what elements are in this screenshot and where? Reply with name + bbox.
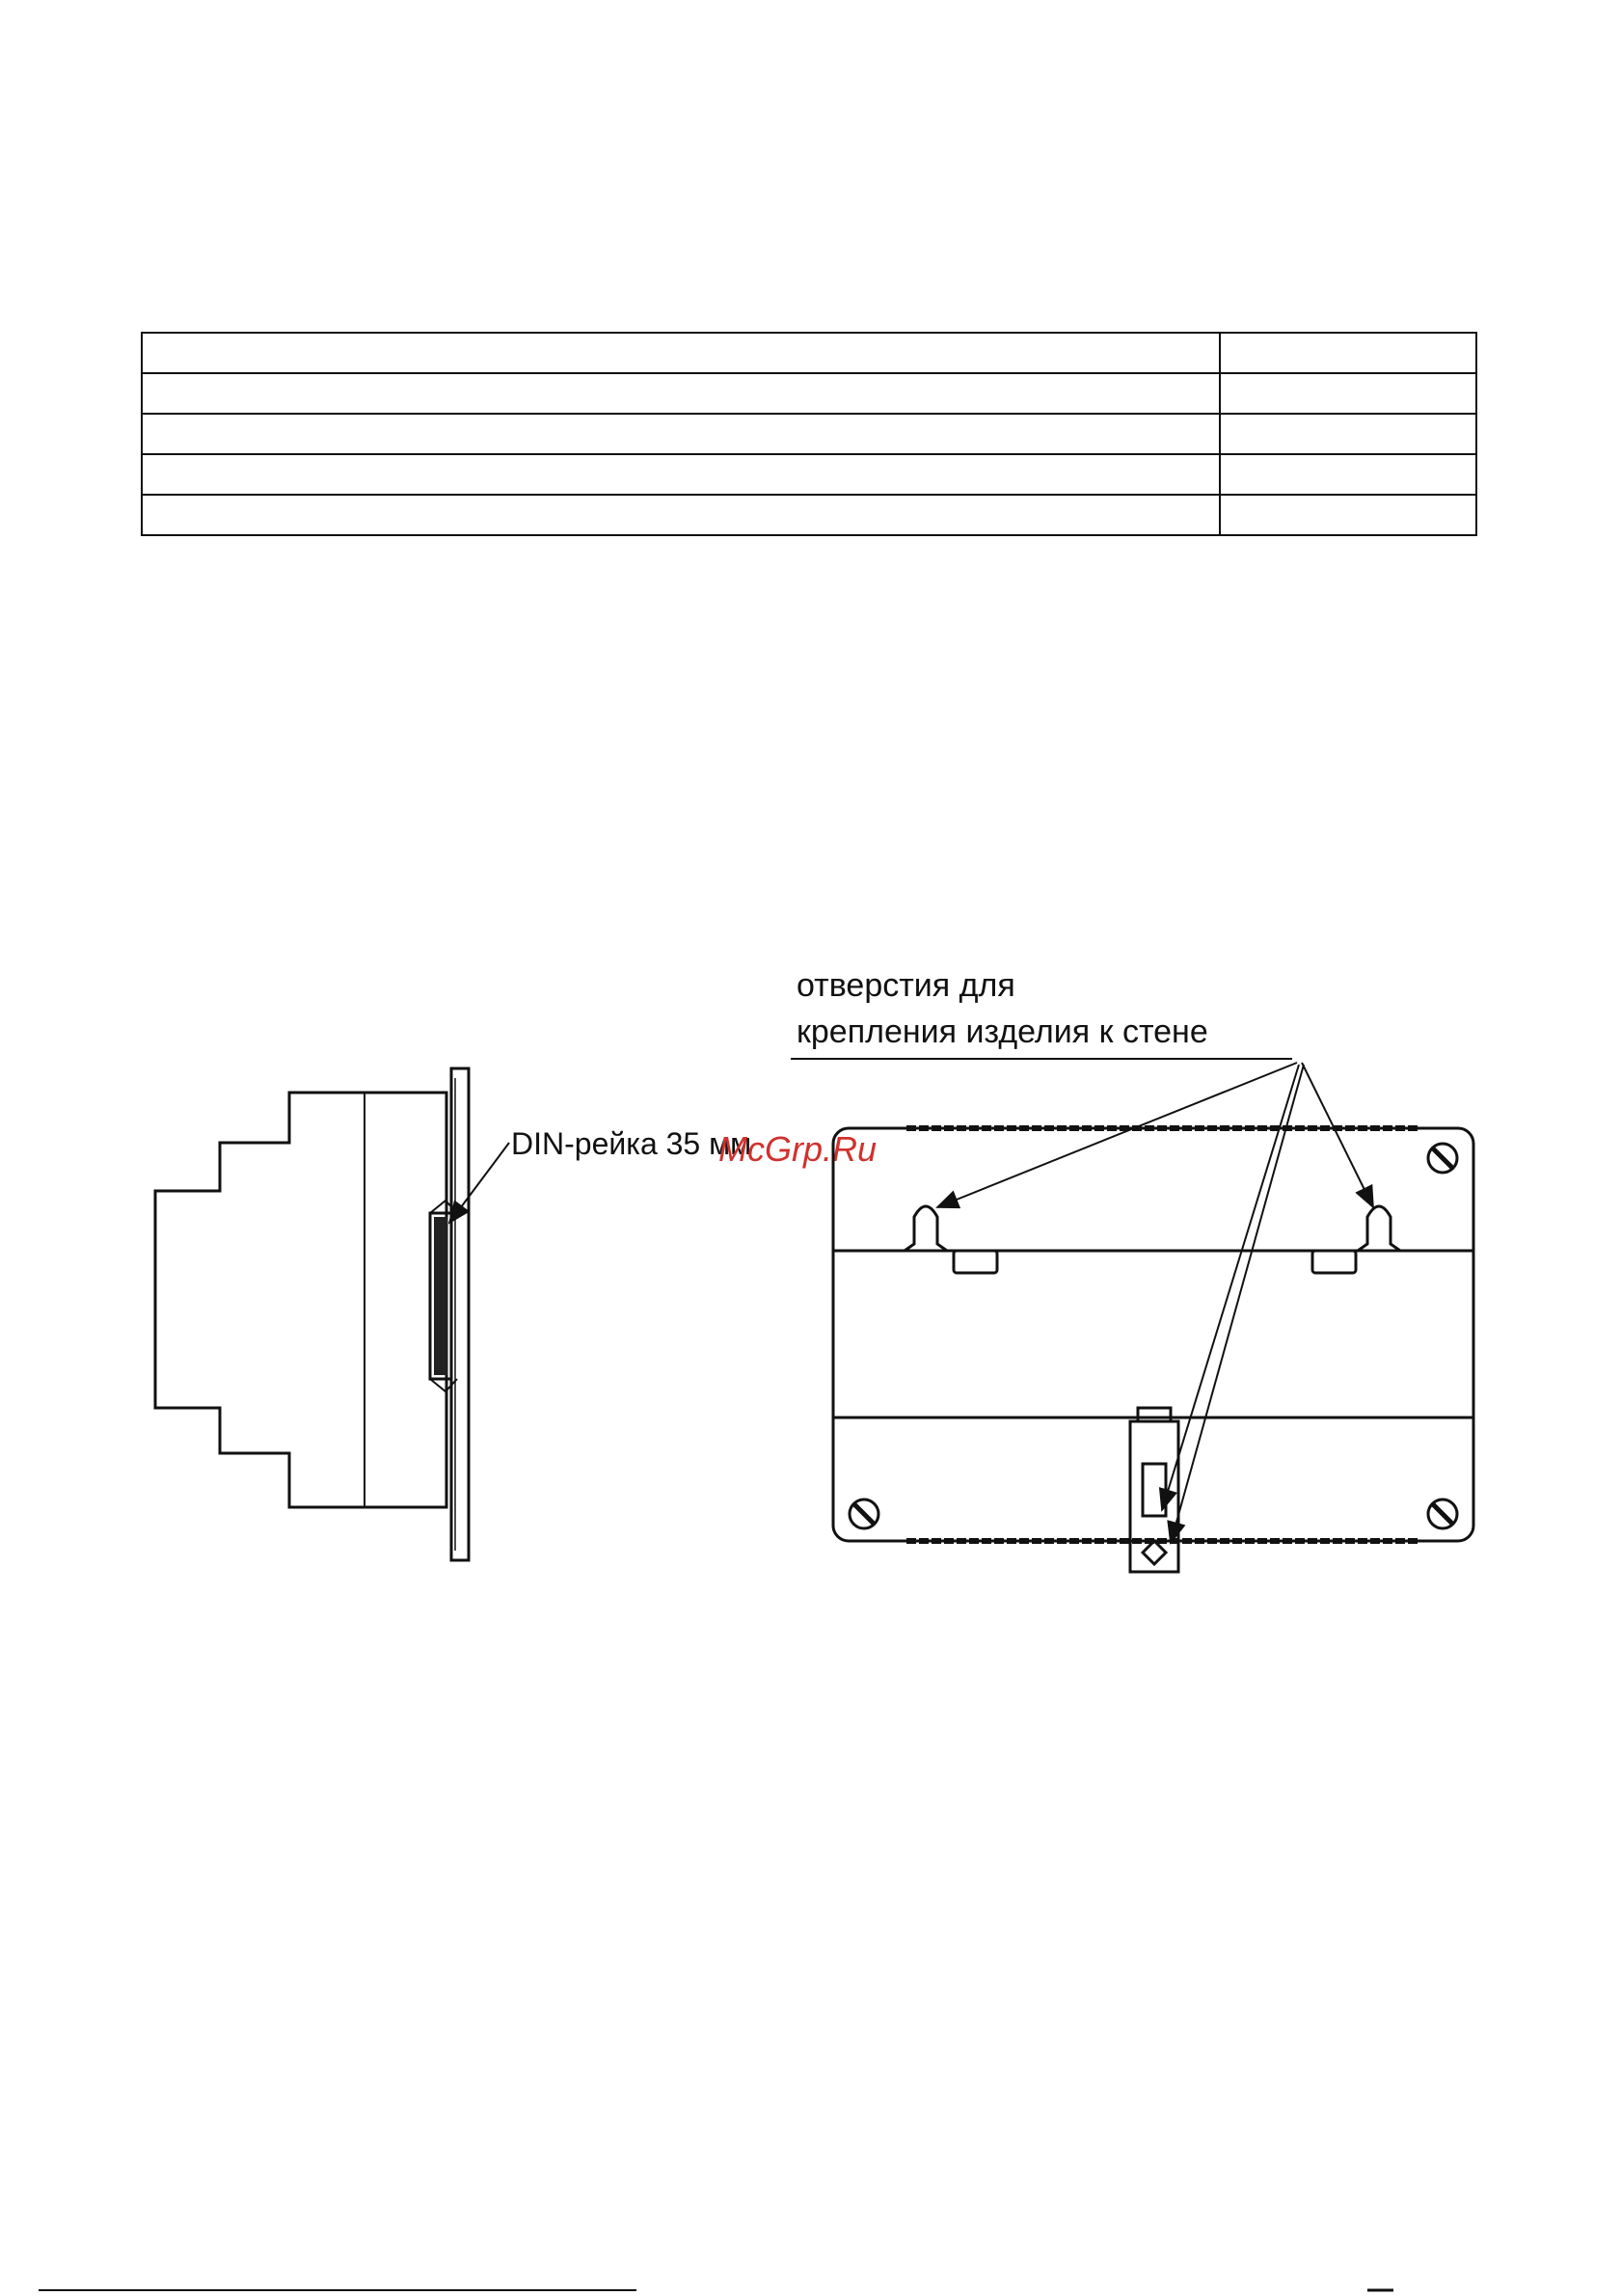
mounting-holes-leader-arrows [937, 1063, 1373, 1543]
din-rail-leader-arrow [449, 1143, 509, 1223]
mounting-holes-label-line2: крепления изделия к стене [797, 1013, 1208, 1050]
screw-icon [1428, 1144, 1457, 1173]
screw-icon [1428, 1499, 1457, 1528]
side-view-drawing [155, 1068, 469, 1560]
back-view-drawing [833, 1128, 1473, 1572]
screw-icon [850, 1499, 878, 1528]
watermark-text: McGrp.Ru [718, 1129, 878, 1169]
din-rail-label: DIN-рейка 35 мм [511, 1126, 752, 1161]
mounting-holes-label-line1: отверстия для [797, 967, 1015, 1004]
